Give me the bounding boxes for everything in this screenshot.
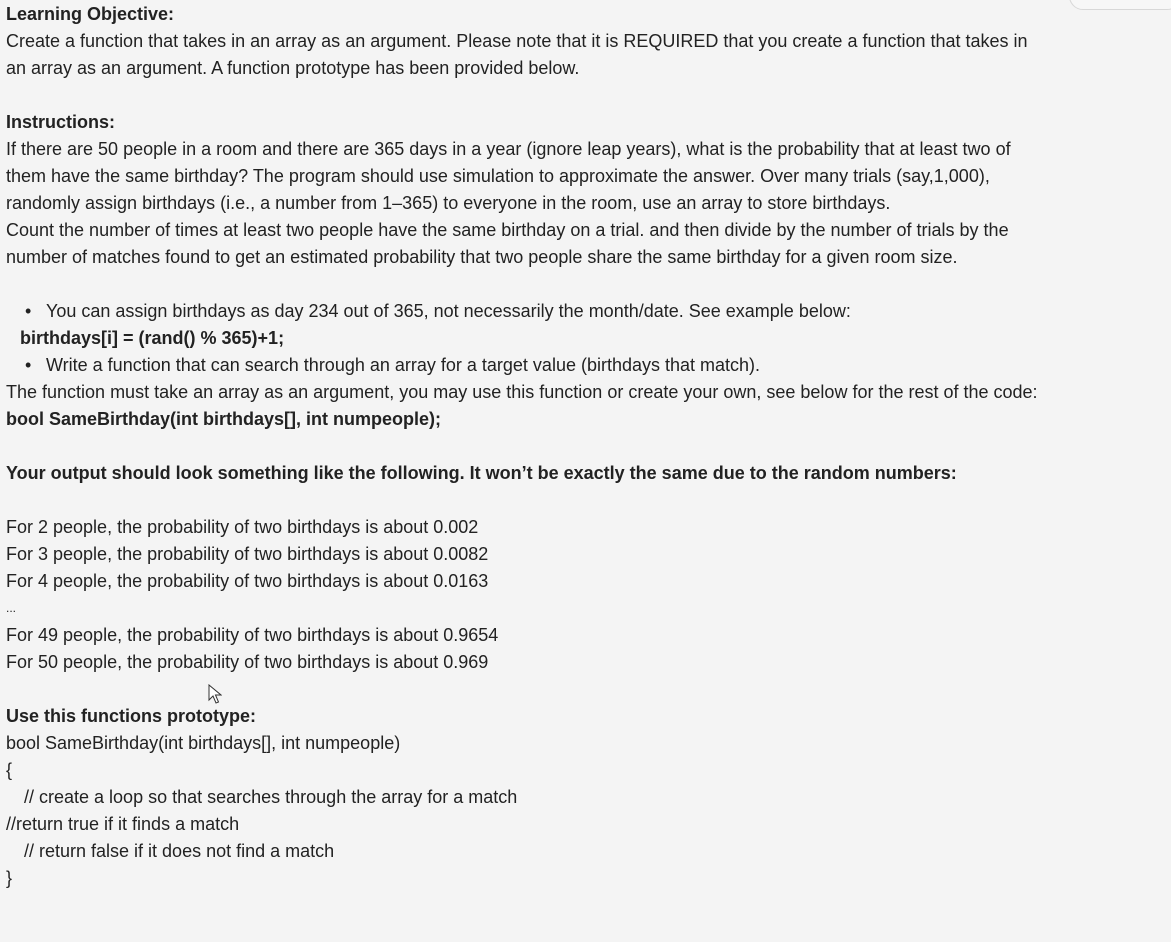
document-body [6, 1, 1156, 892]
output-row: For 50 people, the probability of two birthdays is about 0.969 [6, 652, 489, 672]
spacer [6, 433, 1156, 460]
function-note: The function must take an array as an argument, you may use this function or create your own, see below for the rest of the code: [6, 382, 1038, 402]
prototype-comment-2: //return true if it finds a match [6, 814, 240, 834]
bullet-item-search-function [6, 352, 1156, 379]
output-row: For 3 people, the probability of two birthdays is about 0.0082 [6, 544, 489, 564]
bullet-dot-icon: • [25, 355, 32, 375]
instructions-line-1: If there are 50 people in a room and there are 365 days in a year (ignore leap years), what is the probability that at least two of [6, 139, 1011, 159]
learning-objective-line-2: an array as an argument. A function prototype has been provided below. [6, 58, 580, 78]
prototype-close-brace: } [6, 868, 13, 888]
prototype-bold: bool SameBirthday(int birthdays[], int numpeople); [6, 409, 442, 429]
output-row: For 2 people, the probability of two birthdays is about 0.002 [6, 517, 479, 537]
prototype-heading: Use this functions prototype: [6, 706, 257, 726]
instructions-line-5: number of matches found to get an estimated probability that two people share the same birthday for a given room size. [6, 247, 958, 267]
instructions-line-3: randomly assign birthdays (i.e., a number from 1–365) to everyone in the room, use an array to store birthdays. [6, 193, 891, 213]
prototype-signature: bool SameBirthday(int birthdays[], int numpeople) [6, 733, 401, 753]
spacer [6, 82, 1156, 109]
code-example: birthdays[i] = (rand() % 365)+1; [20, 328, 285, 348]
spacer [6, 271, 1156, 298]
output-row: For 49 people, the probability of two birthdays is about 0.9654 [6, 625, 499, 645]
output-row: For 4 people, the probability of two birthdays is about 0.0163 [6, 571, 489, 591]
prototype-comment-3: // return false if it does not find a match [24, 841, 335, 861]
learning-objective-heading: Learning Objective: [6, 4, 175, 24]
output-ellipsis: ... [6, 601, 17, 615]
bullet-text: Write a function that can search through an array for a target value (birthdays that match). [46, 355, 761, 375]
learning-objective-line-1: Create a function that takes in an array as an argument. Please note that it is REQUIRED that you create a function that takes in [6, 31, 1028, 51]
bullet-item-assign-birthdays [6, 298, 1156, 325]
spacer [6, 676, 1156, 703]
prototype-open-brace: { [6, 760, 13, 780]
prototype-comment-1: // create a loop so that searches through the array for a match [24, 787, 518, 807]
spacer [6, 487, 1156, 514]
instructions-line-4: Count the number of times at least two people have the same birthday on a trial. and then divide by the number of trials by the [6, 220, 1009, 240]
instructions-line-2: them have the same birthday? The program should use simulation to approximate the answer. Over many trials (say,1,000), [6, 166, 990, 186]
bullet-text: You can assign birthdays as day 234 out of 365, not necessarily the month/date. See example below: [46, 301, 851, 321]
mouse-pointer-icon [208, 684, 222, 704]
output-heading: Your output should look something like the following. It won’t be exactly the same due to the random numbers: [6, 463, 957, 483]
instructions-heading: Instructions: [6, 112, 116, 132]
bullet-dot-icon: • [25, 301, 32, 321]
